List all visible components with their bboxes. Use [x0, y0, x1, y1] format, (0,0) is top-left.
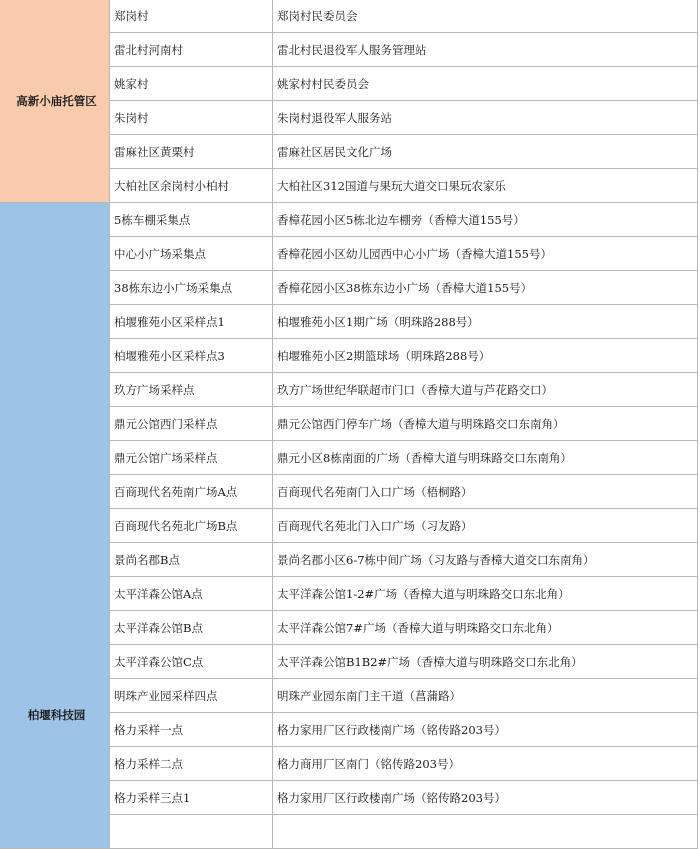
- location-cell: 香樟花园小区38栋东边小广场（香樟大道155号）: [273, 271, 698, 305]
- sampling-point-cell: 38栋东边小广场采集点: [110, 271, 273, 305]
- district-cell: 高新小庙托管区: [0, 0, 110, 203]
- location-cell: 香樟花园小区幼儿园西中心小广场（香樟大道155号）: [273, 237, 698, 271]
- location-cell: 鼎元小区8栋南面的广场（香樟大道与明珠路交口东南角）: [273, 441, 698, 475]
- location-cell: 雷北村民退役军人服务管理站: [273, 33, 698, 67]
- location-cell: 景尚名郡小区6-7栋中间广场（习友路与香樟大道交口东南角）: [273, 543, 698, 577]
- location-cell: 姚家村村民委员会: [273, 67, 698, 101]
- location-cell: 柏堰雅苑小区2期篮球场（明珠路288号）: [273, 339, 698, 373]
- sampling-point-cell: 太平洋森公馆B点: [110, 611, 273, 645]
- sampling-point-cell: 百商现代名苑南广场A点: [110, 475, 273, 509]
- sampling-point-cell: 5栋车棚采集点: [110, 203, 273, 237]
- sampling-point-cell: [110, 815, 273, 849]
- sampling-point-cell: 玖方广场采样点: [110, 373, 273, 407]
- location-cell: 太平洋森公馆1-2#广场（香樟大道与明珠路交口东北角）: [273, 577, 698, 611]
- sampling-point-cell: 景尚名郡B点: [110, 543, 273, 577]
- sampling-point-cell: 格力采样三点1: [110, 781, 273, 815]
- location-cell: 香樟花园小区5栋北边车棚旁（香樟大道155号）: [273, 203, 698, 237]
- sampling-point-cell: 郑岗村: [110, 0, 273, 33]
- sampling-point-cell: 明珠产业园采样四点: [110, 679, 273, 713]
- sampling-point-cell: 朱岗村: [110, 101, 273, 135]
- sampling-point-cell: 柏堰雅苑小区采样点1: [110, 305, 273, 339]
- sampling-point-cell: 姚家村: [110, 67, 273, 101]
- location-cell: 柏堰雅苑小区1期广场（明珠路288号）: [273, 305, 698, 339]
- location-cell: 朱岗村退役军人服务站: [273, 101, 698, 135]
- sampling-point-cell: 格力采样一点: [110, 713, 273, 747]
- location-cell: 太平洋森公馆B1B2#广场（香樟大道与明珠路交口东北角）: [273, 645, 698, 679]
- district-cell: 柏堰科技园: [0, 203, 110, 849]
- location-cell: 鼎元公馆西门停车广场（香樟大道与明珠路交口东南角）: [273, 407, 698, 441]
- table-row: [0, 203, 698, 237]
- sampling-point-cell: 格力采样二点: [110, 747, 273, 781]
- sampling-point-cell: 鼎元公馆西门采样点: [110, 407, 273, 441]
- location-cell: 太平洋森公馆7#广场（香樟大道与明珠路交口东北角）: [273, 611, 698, 645]
- location-cell: 百商现代名苑南门入口广场（梧桐路）: [273, 475, 698, 509]
- location-cell: 格力商用厂区南门（铭传路203号）: [273, 747, 698, 781]
- location-cell: 玖方广场世纪华联超市门口（香樟大道与芦花路交口）: [273, 373, 698, 407]
- location-cell: 明珠产业园东南门主干道（菖蒲路）: [273, 679, 698, 713]
- sampling-point-cell: 太平洋森公馆A点: [110, 577, 273, 611]
- sampling-point-cell: 中心小广场采集点: [110, 237, 273, 271]
- sampling-point-cell: 雷麻社区黄栗村: [110, 135, 273, 169]
- location-cell: 格力家用厂区行政楼南广场（铭传路203号）: [273, 713, 698, 747]
- location-cell: 大柏社区312国道与果玩大道交口果玩农家乐: [273, 169, 698, 203]
- location-cell: 百商现代名苑北门入口广场（习友路）: [273, 509, 698, 543]
- table-row: [0, 0, 698, 33]
- sampling-point-cell: 雷北村河南村: [110, 33, 273, 67]
- location-cell: 郑岗村民委员会: [273, 0, 698, 33]
- sampling-point-cell: 百商现代名苑北广场B点: [110, 509, 273, 543]
- sampling-point-cell: 太平洋森公馆C点: [110, 645, 273, 679]
- sampling-point-cell: 大柏社区余岗村小柏村: [110, 169, 273, 203]
- location-cell: 格力家用厂区行政楼南广场（铭传路203号）: [273, 781, 698, 815]
- sampling-point-cell: 柏堰雅苑小区采样点3: [110, 339, 273, 373]
- sampling-point-cell: 鼎元公馆广场采样点: [110, 441, 273, 475]
- location-cell: [273, 815, 698, 849]
- location-cell: 雷麻社区居民文化广场: [273, 135, 698, 169]
